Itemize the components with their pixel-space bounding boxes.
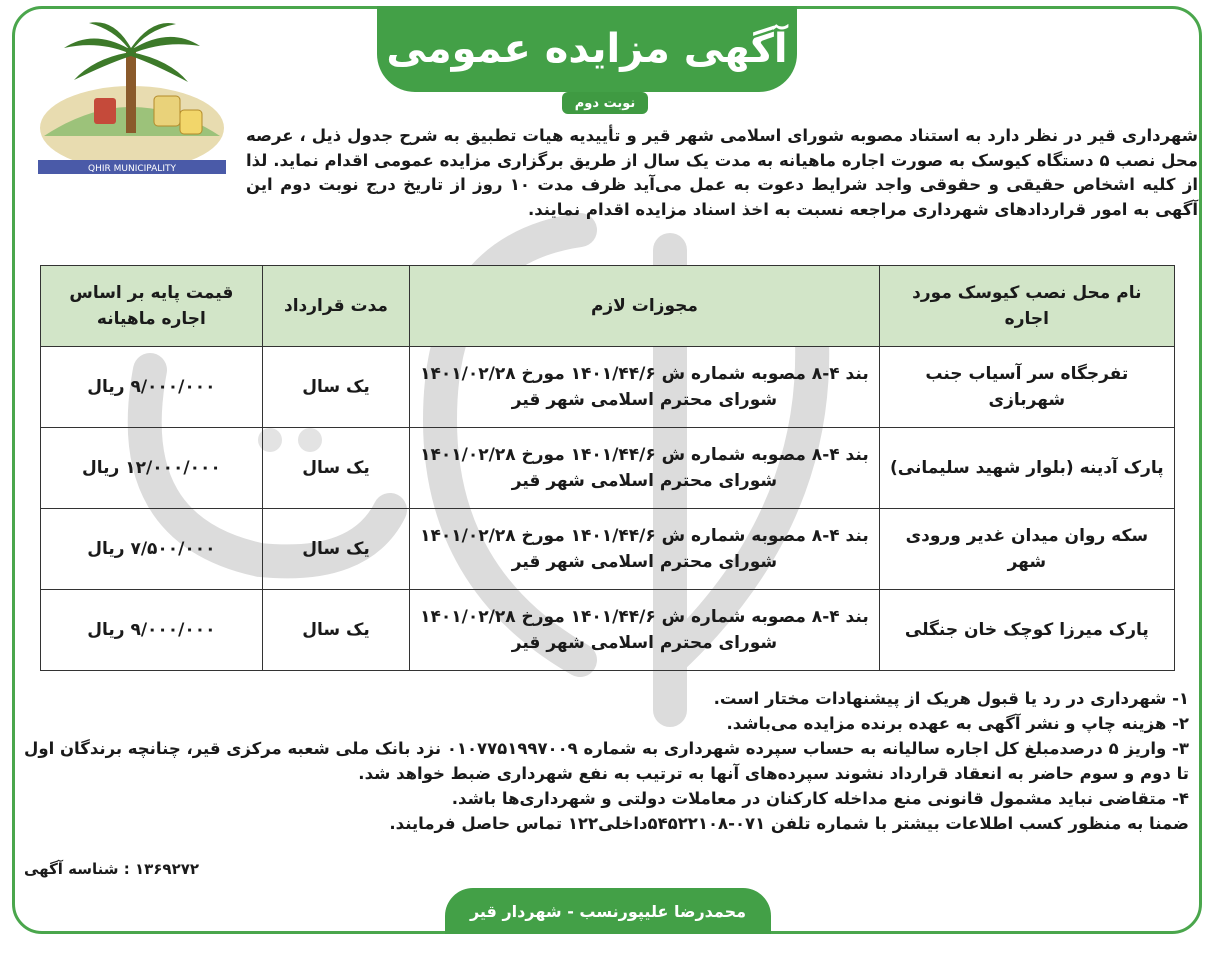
table-row xyxy=(41,509,1175,590)
signature-footer: محمدرضا علیپورنسب - شهردار قیر xyxy=(445,888,771,934)
permits-line: شورای محترم اسلامی شهر قیر xyxy=(511,471,778,491)
cell-location: پارک آدینه (بلوار شهید سلیمانی) xyxy=(879,428,1174,509)
conditions-list xyxy=(24,686,1189,836)
permits-line: بند ۴-۸ مصوبه شماره ش ۱۴۰۱/۴۴/۶ مورخ ۱۴۰۱/۰۲/۲۸ xyxy=(420,607,869,627)
header-duration: مدت قرارداد xyxy=(262,266,409,347)
header-location: نام محل نصب کیوسک مورد اجاره xyxy=(879,266,1174,347)
header-price: قیمت پایه بر اساس اجاره ماهیانه xyxy=(41,266,263,347)
cell-duration: یک سال xyxy=(262,590,409,671)
permits-line: شورای محترم اسلامی شهر قیر xyxy=(511,390,778,410)
cell-price: ۹/۰۰۰/۰۰۰ ریال xyxy=(41,590,263,671)
list-item: ۳- واریز ۵ درصدمبلغ کل اجاره سالیانه به حساب سپرده شهرداری به شماره ۰۱۰۷۷۵۱۹۹۷۰۰۹ نزد بانک ملی شعبه مرکزی قیر، چنانچه برندگان اول تا دوم و سوم حاضر به انعقاد قرارداد نشوند سپرده‌های آنها به ترتیب به نفع شهرداری ضبط خواهد شد. xyxy=(24,739,1189,783)
cell-price: ۷/۵۰۰/۰۰۰ ریال xyxy=(41,509,263,590)
cell-permits xyxy=(410,590,879,671)
cell-permits xyxy=(410,428,879,509)
permits-line: بند ۴-۸ مصوبه شماره ش ۱۴۰۱/۴۴/۶ مورخ ۱۴۰۱/۰۲/۲۸ xyxy=(420,364,869,384)
logo-caption: QHIR MUNICIPALITY xyxy=(88,164,176,174)
list-item: ضمنا به منظور کسب اطلاعات بیشتر با شماره تلفن ۰۷۱-۵۴۵۲۲۱۰۸داخلی۱۲۲ تماس حاصل فرمایند. xyxy=(389,814,1189,833)
list-item: ۴- متقاضی نباید مشمول قانونی منع مداخله کارکنان در معاملات دولتی و شهرداری‌ها باشد. xyxy=(451,789,1189,808)
header-permits: مجوزات لازم xyxy=(410,266,879,347)
ad-identifier: ۱۳۶۹۲۷۲ : شناسه آگهی xyxy=(24,860,200,878)
table-header-row xyxy=(41,266,1175,347)
list-item: ۲- هزینه چاپ و نشر آگهی به عهده برنده مزایده می‌باشد. xyxy=(726,714,1189,733)
permits-line: شورای محترم اسلامی شهر قیر xyxy=(511,552,778,572)
permits-line: بند ۴-۸ مصوبه شماره ش ۱۴۰۱/۴۴/۶ مورخ ۱۴۰۱/۰۲/۲۸ xyxy=(420,526,869,546)
ad-title: آگهی مزایده عمومی xyxy=(377,6,797,92)
permits-line: بند ۴-۸ مصوبه شماره ش ۱۴۰۱/۴۴/۶ مورخ ۱۴۰۱/۰۲/۲۸ xyxy=(420,445,869,465)
municipality-logo xyxy=(34,18,230,178)
kiosk-table xyxy=(40,265,1175,671)
cell-location: تفرجگاه سر آسیاب جنب شهربازی xyxy=(879,347,1174,428)
cell-location: سکه روان میدان غدیر ورودی شهر xyxy=(879,509,1174,590)
cell-price: ۱۲/۰۰۰/۰۰۰ ریال xyxy=(41,428,263,509)
cell-location: پارک میرزا کوچک خان جنگلی xyxy=(879,590,1174,671)
table-row xyxy=(41,590,1175,671)
cell-duration: یک سال xyxy=(262,509,409,590)
cell-duration: یک سال xyxy=(262,347,409,428)
list-item: ۱- شهرداری در رد یا قبول هریک از پیشنهادات مختار است. xyxy=(713,689,1189,708)
cell-duration: یک سال xyxy=(262,428,409,509)
cell-permits xyxy=(410,509,879,590)
table-row xyxy=(41,428,1175,509)
cell-permits xyxy=(410,347,879,428)
table-row xyxy=(41,347,1175,428)
cell-price: ۹/۰۰۰/۰۰۰ ریال xyxy=(41,347,263,428)
intro-paragraph: شهرداری قیر در نظر دارد به استناد مصوبه شورای اسلامی شهر قیر و تأییدیه هیات تطبیق به شرح جدول ذیل ، عرصه محل نصب ۵ دستگاه کیوسک به صورت اجاره ماهیانه به مدت یک سال از طریق برگزاری مزایده عمومی اقدام نماید. لذا از کلیه اشخاص حقیقی و حقوقی واجد شرایط دعوت به عمل می‌آید ظرف مدت ۱۰ روز از تاریخ درج نوبت دوم این آگهی به امور قراردادهای شهرداری مراجعه نسبت به اخذ اسناد مزایده اقدام نمایند. xyxy=(246,126,1198,219)
round-badge: نوبت دوم xyxy=(562,92,648,114)
permits-line: شورای محترم اسلامی شهر قیر xyxy=(511,633,778,653)
